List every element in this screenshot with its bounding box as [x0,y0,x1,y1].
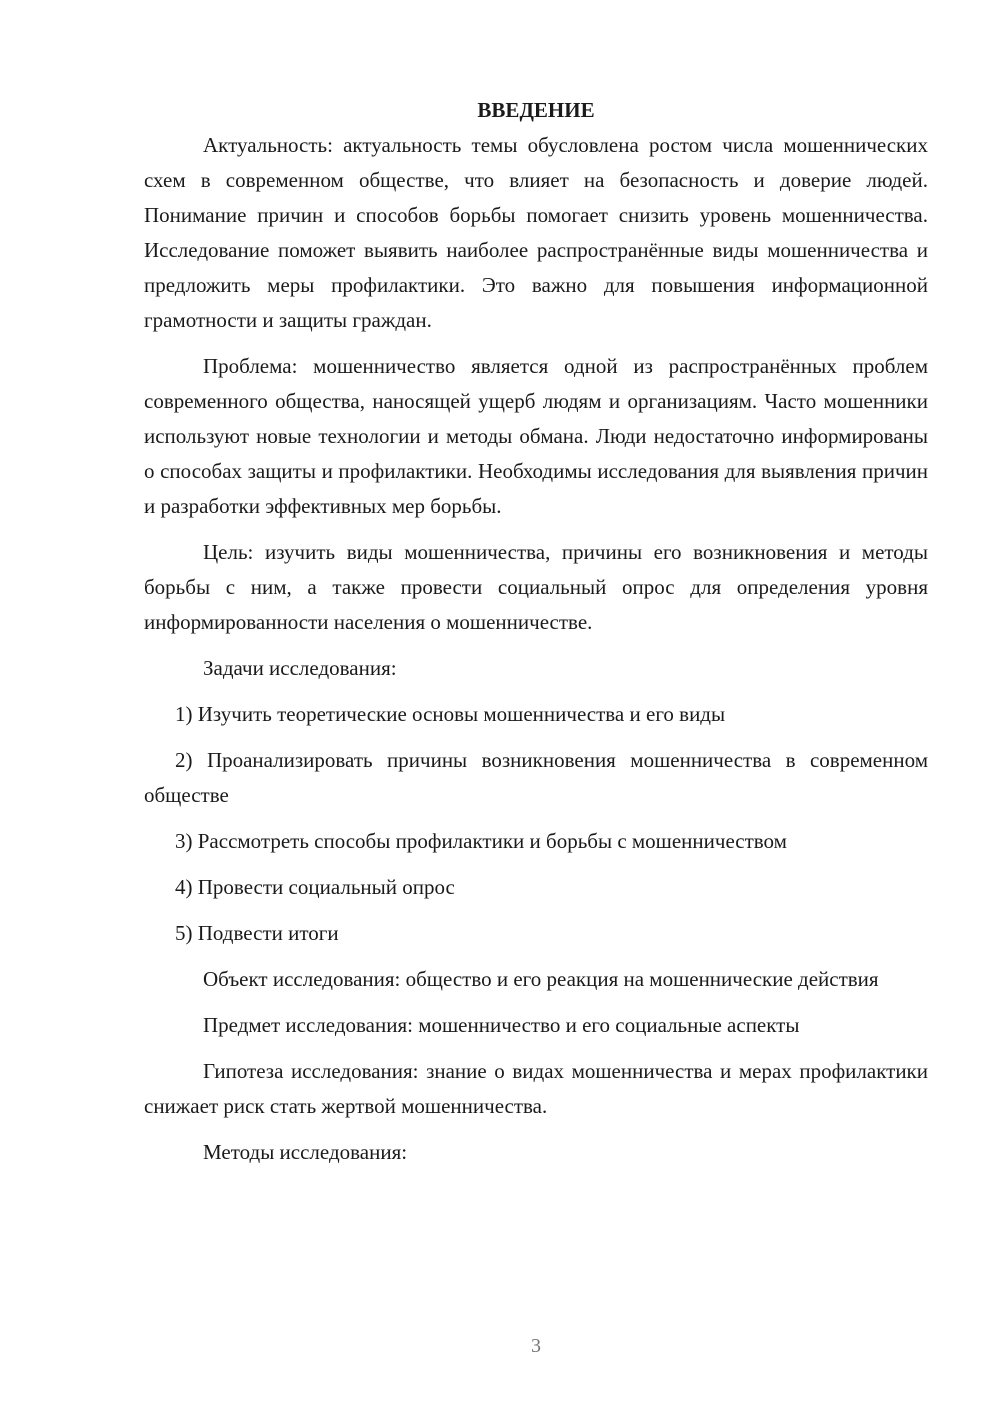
hypothesis-paragraph: Гипотеза исследования: знание о видах мошенничества и мерах профилактики снижает риск стать жертвой мошенничества. [144,1059,928,1118]
page-content [144,93,928,1170]
problem-paragraph: Проблема: мошенничество является одной из распространённых проблем современного общества, наносящей ущерб людям и организациям. Часто мошенники используют новые технологии и методы обмана. Люди недостаточно информированы о способах защиты и профилактики. Необходимы исследования для выявления причин и разработки эффективных мер борьбы. [144,354,928,518]
task-item: 1) Изучить теоретические основы мошенничества и его виды [175,702,726,726]
methods-heading: Методы исследования: [203,1140,408,1164]
task-item: 5) Подвести итоги [175,921,339,945]
task-item: 2) Проанализировать причины возникновения мошенничества в современном обществе [144,748,928,807]
object-paragraph: Объект исследования: общество и его реакция на мошеннические действия [203,967,879,991]
task-item: 3) Рассмотреть способы профилактики и борьбы с мошенничеством [175,829,787,853]
subject-paragraph: Предмет исследования: мошенничество и его социальные аспекты [203,1013,800,1037]
section-title: ВВЕДЕНИЕ [477,98,595,122]
task-item: 4) Провести социальный опрос [175,875,455,899]
tasks-heading: Задачи исследования: [203,656,397,680]
page-number: 3 [531,1335,541,1357]
goal-paragraph: Цель: изучить виды мошенничества, причины его возникновения и методы борьбы с ним, а также провести социальный опрос для определения уровня информированности населения о мошенничестве. [144,540,928,634]
relevance-paragraph: Актуальность: актуальность темы обусловлена ростом числа мошеннических схем в современном обществе, что влияет на безопасность и доверие людей. Понимание причин и способов борьбы помогает снизить уровень мошенничества. Исследование поможет выявить наиболее распространённые виды мошенничества и предложить меры профилактики. Это важно для повышения информационной грамотности и защиты граждан. [144,133,928,332]
